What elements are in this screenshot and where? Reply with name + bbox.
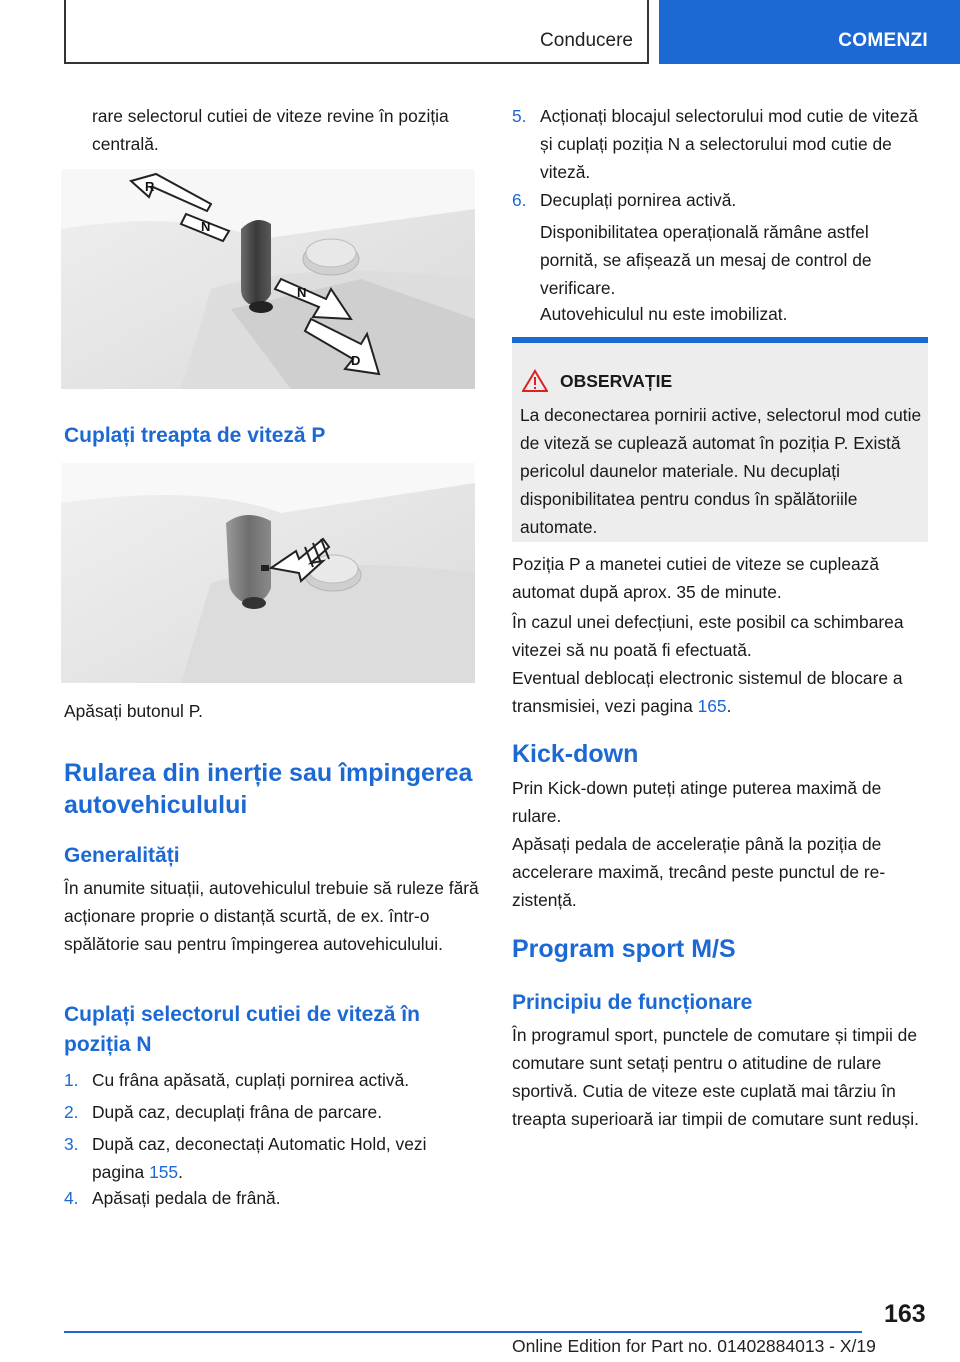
heading-principle: Principiu de funcționare	[512, 991, 753, 1014]
footer-divider	[64, 1331, 862, 1333]
p-unlock-paragraph: Eventual deblocați electronic sistemul de blocare a transmisiei, vezi pagina 165.	[512, 668, 903, 716]
header-section-title: Conducere	[540, 30, 633, 51]
heading-sport-program: Program sport M/S	[512, 935, 736, 963]
gear-label-n-upper: N	[201, 219, 211, 234]
gear-selector-shift-svg	[61, 169, 475, 389]
heading-kickdown: Kick-down	[512, 740, 639, 768]
warning-triangle-icon	[522, 369, 548, 393]
p-button-illustration	[61, 463, 475, 683]
p-fault-paragraph: În cazul unei defecțiuni, este posibil ca schimbarea vitezei să nu poată fi efectuată.	[512, 612, 904, 660]
caption-press-p: Apăsați butonul P.	[64, 701, 203, 721]
footer-edition: Online Edition for Part no. 01402884013 - X/19	[512, 1336, 876, 1356]
p-button-svg	[61, 463, 475, 683]
warning-text: La deconectarea pornirii active, selectorul mod cutie de viteză se cuplează automat în poziția P. Există pericolul daunelor materiale. Nu decuplați disponibilitatea pentru condus în spălătoriile automate.	[520, 405, 922, 537]
page-link-155[interactable]: 155	[149, 1162, 179, 1182]
header-tab[interactable]	[659, 0, 960, 64]
heading-general: Generalități	[64, 844, 180, 867]
heading-rolling: Rularea din inerție sau împingerea autovehiculului	[64, 759, 473, 819]
step-6-note-2: Autovehiculul nu este imobilizat.	[540, 304, 788, 324]
kickdown-paragraph-1: Prin Kick-down puteți atinge puterea maximă de rulare.	[512, 778, 882, 826]
header-tab-label: COMENZI	[838, 30, 928, 51]
header-section-box	[64, 0, 649, 64]
general-paragraph: În anumite situații, autovehiculul trebuie să ruleze fără acționare proprie o distanță scurtă, de ex. într-o spălătorie sau pentru împingerea autovehiculului.	[64, 878, 479, 954]
gear-label-d: D	[351, 353, 361, 368]
principle-paragraph: În programul sport, punctele de comutare și timpii de comutare sunt setați pentru o atitudine de rulare sportivă. Cutia de viteze este cuplată mai târziu în treapta superioară iar timpii de comutare sunt reduși.	[512, 1025, 919, 1129]
gear-label-r: R	[145, 179, 155, 194]
kickdown-paragraph-2: Apăsați pedala de accelerație până la poziția de accelerare maximă, trecând peste punctul de rezistență.	[512, 834, 886, 910]
heading-engage-n: Cuplați selectorul cutiei de viteză în poziția N	[64, 1003, 420, 1056]
warning-title: OBSERVAȚIE	[560, 371, 673, 391]
heading-engage-p: Cuplați treapta de viteză P	[64, 424, 326, 447]
step-5: 5. Acționați blocajul selectorului mod cutie de viteză și cuplați poziția N a selectorului mod cutie de viteză.	[512, 106, 918, 182]
p-auto-paragraph: Poziția P a manetei cutiei de viteze se cuplează automat după aprox. 35 de minute.	[512, 554, 880, 602]
warning-box	[512, 337, 928, 542]
gear-label-n-lower: N	[297, 285, 307, 300]
gear-selector-shift-illustration	[61, 169, 475, 389]
intro-paragraph: rare selectorul cutiei de viteze revine în poziția centrală.	[92, 106, 449, 154]
step-6-note-1: Disponibilitatea operațională rămâne astfel pornită, se afișează un mesaj de control de verificare.	[540, 222, 872, 298]
page-link-165[interactable]: 165	[697, 696, 727, 716]
page-number: 163	[884, 1300, 926, 1328]
step-3: 3. După caz, deconectați Automatic Hold, vezi pagina 155.	[64, 1134, 427, 1182]
